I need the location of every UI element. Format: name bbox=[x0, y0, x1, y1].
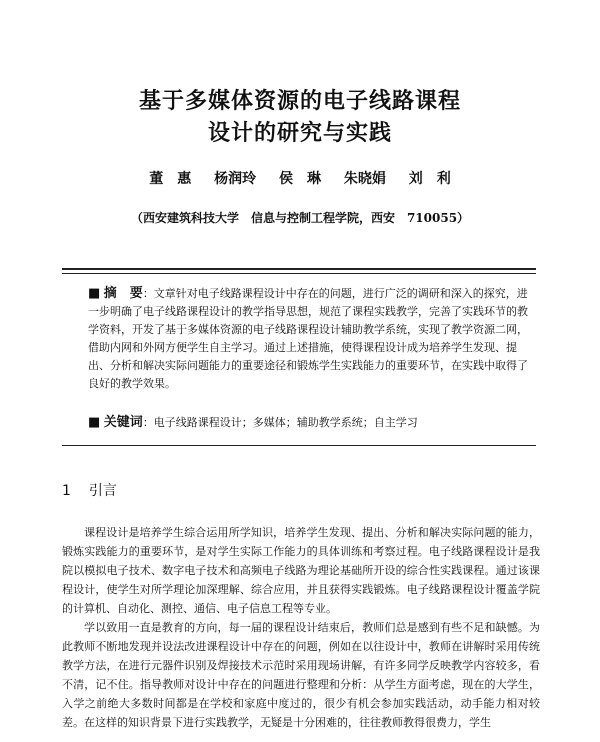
section-title: 引言 bbox=[88, 483, 117, 499]
section-heading bbox=[62, 480, 117, 500]
divider-thin bbox=[62, 273, 536, 274]
keywords-text: ：电子线路课程设计；多媒体；辅助教学系统；自主学习 bbox=[142, 416, 418, 429]
author-name: 朱晓娟 bbox=[343, 171, 386, 187]
author-name: 杨润玲 bbox=[214, 171, 257, 187]
author-name: 董 惠 bbox=[149, 171, 192, 187]
abstract-label: 摘 要 bbox=[103, 286, 143, 301]
section-body bbox=[62, 523, 540, 732]
body-paragraph: 学以致用一直是教育的方向，每一届的课程设计结束后，教师们总是感到有些不足和缺憾。为此教师不断地发现并设法改进课程设计中存在的问题，例如在以往设计中，教师在讲解时采用传统教学方法，在进行元器件识别及焊接技术示范时采用现场讲解，有许多同学反映教学内容较多，看不清，记不住。指导教师对设计中存在的问题进行整理和分析：从学生方面考虑，现在的大学生，入学之前绝大多数时间都是在学校和家庭中度过的，很少有机会参加实践活动，动手能力相对较差。在这样的知识背景下进行实践教学，无疑是十分困难的，往往教师教得很费力，学生 bbox=[62, 621, 540, 729]
keywords-marker-icon: ■ bbox=[88, 415, 101, 430]
abstract-block bbox=[88, 285, 538, 393]
section-number: 1 bbox=[62, 483, 71, 499]
affiliation: （西安建筑科技大学 信息与控制工程学院，西安 710055） bbox=[130, 211, 470, 225]
author-name: 刘 利 bbox=[408, 171, 451, 187]
abstract-text: ：文章针对电子线路课程设计中存在的问题，进行广泛的调研和深入的探究，进一步明确了电子线路课程设计的教学指导思想，规范了课程实践教学，完善了实践环节的教学资料，开发了基于多媒体资源的电子线路课程设计辅助教学系统，实现了教学资源二网，借助内网和外网方便学生自主学习。通过上述措施，使得课程设计成为培养学生发现、提出、分析和解决实际问题能力的重要途径和锻炼学生实践能力的重要环节，在实践中取得了良好的教学效果。 bbox=[88, 287, 528, 390]
divider-bottom bbox=[62, 445, 536, 446]
author-list bbox=[0, 168, 600, 188]
abstract-marker-icon: ■ bbox=[88, 286, 101, 301]
paper-title-line-2: 设计的研究与实践 bbox=[207, 121, 392, 146]
keywords-block bbox=[88, 414, 538, 432]
paper-title-line-1: 基于多媒体资源的电子线路课程 bbox=[138, 89, 461, 114]
divider-thick bbox=[62, 268, 536, 270]
body-paragraph: 课程设计是培养学生综合运用所学知识，培养学生发现、提出、分析和解决实际问题的能力，锻炼实践能力的重要环节，是对学生实际工作能力的具体训练和考察过程。电子线路课程设计是我院以模拟电子技术、数字电子技术和高频电子线路为理论基础所开设的综合性实践课程。通过该课程设计，使学生对所学理论加深理解、综合应用，并且获得实践锻炼。电子线路课程设计覆盖学院的计算机、自动化、测控、通信、电子信息工程等专业。 bbox=[62, 526, 540, 615]
keywords-label: 关键词 bbox=[103, 415, 143, 430]
author-name: 侯 琳 bbox=[279, 171, 321, 187]
